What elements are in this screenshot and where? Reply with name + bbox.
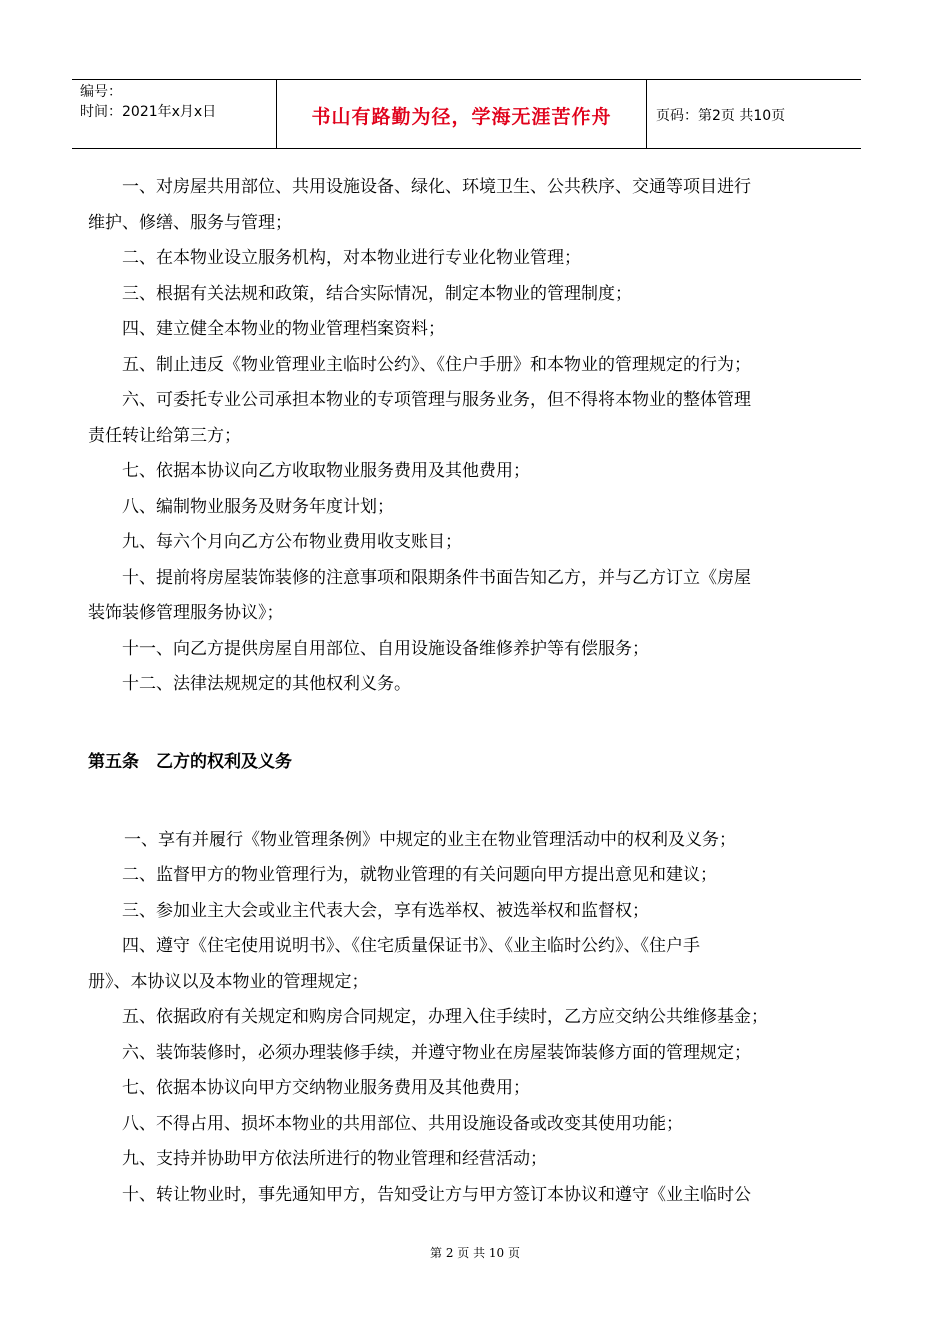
paragraph-line: 八、编制物业服务及财务年度计划； — [122, 496, 394, 517]
spacer — [88, 780, 850, 823]
paragraph-line: 七、依据本协议向甲方交纳物业服务费用及其他费用； — [122, 1078, 530, 1098]
paragraph-line: 八、不得占用、损坏本物业的共用部位、共用设施设备或改变其使用功能； — [122, 1113, 683, 1134]
paragraph-line: 六、可委托专业公司承担本物业的专项管理与服务业务，但不得将本物业的整体管理 — [122, 390, 751, 410]
paragraph-line: 五、制止违反《物业管理业主临时公约》、《住户手册》和本物业的管理规定的行为； — [122, 354, 751, 375]
paragraph-line: 四、遵守《住宅使用说明书》、《住宅质量保证书》、《业主临时公约》、《住户手 — [122, 936, 700, 956]
paragraph-line: 三、参加业主大会或业主代表大会，享有选举权、被选举权和监督权； — [122, 900, 649, 921]
paragraph-line: 十、提前将房屋装饰装修的注意事项和限期条件书面告知乙方，并与乙方订立《房屋 — [122, 567, 751, 588]
number-label: 编号： — [80, 84, 122, 100]
header-motto: 书山有路勤为径，学海无涯苦作舟 — [311, 106, 612, 128]
paragraph-line: 装饰装修管理服务协议》； — [88, 603, 284, 623]
paragraph-line: 九、每六个月向乙方公布物业费用收支账目； — [122, 532, 462, 552]
paragraph-line: 册》、本协议以及本物业的管理规定； — [88, 971, 369, 992]
paragraph-line: 十一、向乙方提供房屋自用部位、自用设施设备维修养护等有偿服务； — [122, 638, 649, 659]
paragraph-line: 五、依据政府有关规定和购房合同规定，办理入住手续时，乙方应交纳公共维修基金； — [122, 1007, 768, 1027]
header-meta — [80, 80, 275, 148]
paragraph-line: 六、装饰装修时，必须办理装修手续，并遵守物业在房屋装饰装修方面的管理规定； — [122, 1042, 751, 1063]
spacer — [88, 703, 850, 745]
time-label: 时间：2021年x月x日 — [80, 104, 217, 120]
document-body — [88, 170, 850, 1213]
paragraph-line: 十、转让物业时，事先通知甲方，告知受让方与甲方签订本协议和遵守《业主临时公 — [122, 1184, 751, 1205]
paragraph-line: 维护、修缮、服务与管理； — [88, 212, 292, 233]
paragraph-line: 二、在本物业设立服务机构，对本物业进行专业化物业管理； — [122, 248, 581, 268]
document-header — [72, 79, 861, 149]
paragraph-line: 四、建立健全本物业的物业管理档案资料； — [122, 319, 445, 339]
paragraph-line: 一、对房屋共用部位、共用设施设备、绿化、环境卫生、公共秩序、交通等项目进行 — [122, 177, 751, 197]
section-title: 第五条 乙方的权利及义务 — [88, 751, 292, 772]
paragraph-line: 责任转让给第三方； — [88, 425, 241, 446]
paragraph-line: 三、根据有关法规和政策，结合实际情况，制定本物业的管理制度； — [122, 283, 632, 304]
paragraph-line: 十二、法律法规规定的其他权利义务。 — [122, 674, 411, 694]
paragraph-line: 二、监督甲方的物业管理行为，就物业管理的有关问题向甲方提出意见和建议； — [122, 865, 717, 885]
paragraph-line: 七、依据本协议向乙方收取物业服务费用及其他费用； — [122, 461, 530, 481]
paragraph-line: 九、支持并协助甲方依法所进行的物业管理和经营活动； — [122, 1149, 547, 1169]
page-footer: 第 2 页 共 10 页 — [430, 1246, 520, 1260]
header-divider — [646, 80, 647, 148]
paragraph-line: 一、享有并履行《物业管理条例》中规定的业主在物业管理活动中的权利及义务； — [124, 829, 736, 850]
header-page-label: 页码：第2页 共10页 — [656, 108, 786, 124]
